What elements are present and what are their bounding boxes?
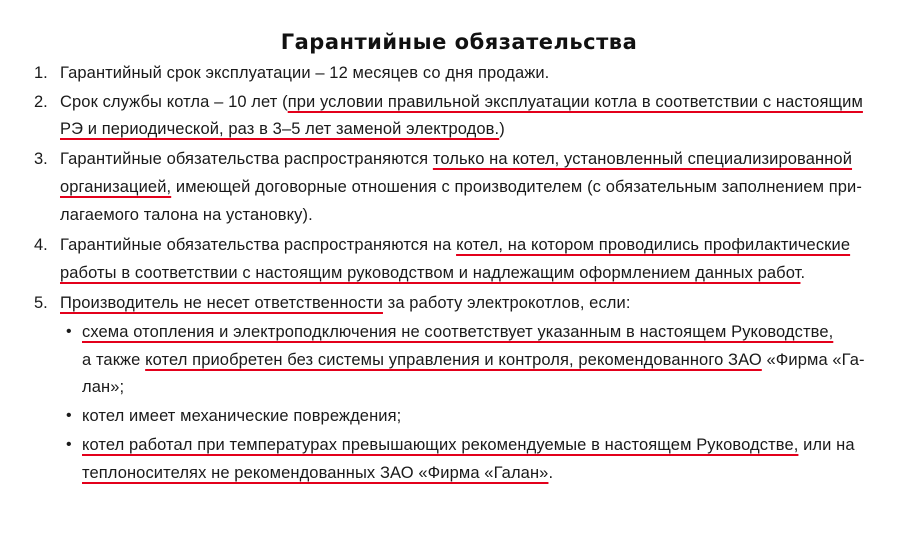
underlined-text: схема отопления и электроподключения не соответствует указанным в настоящем Руководстве,: [82, 323, 834, 341]
text-segment: лагаемого талона на установку).: [60, 206, 313, 224]
item-number: 4.: [34, 236, 48, 254]
sub-item-1-line-1: [82, 322, 833, 342]
text-segment: Гарантийные обязательства распространяются: [60, 150, 433, 168]
underlined-text: при условии правильной эксплуатации котла в соответствии с настоящим: [287, 93, 863, 111]
text-segment: лан»;: [82, 378, 125, 396]
text-segment: имеющей договорные отношения с производителем (с обязательным заполнением при-: [171, 178, 862, 196]
item-3-line-1: [60, 149, 852, 169]
sub-item-3-line-1: [82, 435, 855, 455]
text-segment: ): [499, 120, 505, 138]
bullet-icon: •: [66, 407, 72, 424]
text-segment: а также: [82, 351, 146, 369]
item-2-line-2: [60, 119, 505, 139]
underlined-text: теплоносителях не рекомендованных ЗАО «Фирма «Галан»: [82, 464, 549, 482]
text-segment: Гарантийный срок эксплуатации – 12 месяцев со дня продажи.: [60, 64, 550, 82]
text-segment: .: [800, 264, 806, 282]
item-number: 5.: [34, 294, 48, 312]
text-segment: за работу электрокотлов, если:: [382, 294, 631, 312]
underlined-text: Производитель не несет ответственности: [60, 294, 383, 312]
sub-item-2-line-1: [82, 406, 401, 426]
sub-item-1-line-2: [82, 350, 865, 370]
sub-item-1-line-3: [82, 377, 124, 397]
underlined-text: только на котел, установленный специализированной: [432, 150, 853, 168]
item-4-line-2: [60, 263, 805, 283]
item-3-line-3: [60, 205, 313, 225]
underlined-text: организацией,: [60, 178, 172, 196]
item-4-line-1: [60, 235, 850, 255]
text-segment: «Фирма «Га-: [761, 351, 865, 369]
text-segment: Гарантийные обязательства распространяются на: [60, 236, 457, 254]
underlined-text: котел приобретен без системы управления и контроля, рекомендованного ЗАО: [145, 351, 762, 369]
item-number: 1.: [34, 64, 48, 82]
underlined-text: котел работал при температурах превышающих рекомендуемые в настоящем Руководстве,: [82, 436, 799, 454]
item-3-line-2: [60, 177, 862, 197]
item-1-line-1: [60, 63, 549, 83]
text-segment: котел имеет механические повреждения;: [82, 407, 402, 425]
bullet-icon: •: [66, 323, 72, 340]
text-segment: .: [548, 464, 554, 482]
underlined-text: работы в соответствии с настоящим руководством и надлежащим оформлением данных работ: [60, 264, 801, 282]
item-5-line-1: [60, 293, 631, 313]
item-number: 3.: [34, 150, 48, 168]
underlined-text: котел, на котором проводились профилактические: [456, 236, 851, 254]
sub-item-3-line-2: [82, 463, 553, 483]
item-2-line-1: [60, 92, 863, 112]
item-number: 2.: [34, 93, 48, 111]
text-segment: или на: [798, 436, 855, 454]
text-segment: Срок службы котла – 10 лет (: [60, 93, 288, 111]
page-title: Гарантийные обязательства: [280, 30, 638, 54]
underlined-text: РЭ и периодической, раз в 3–5 лет заменой электродов.: [60, 120, 500, 138]
bullet-icon: •: [66, 436, 72, 453]
